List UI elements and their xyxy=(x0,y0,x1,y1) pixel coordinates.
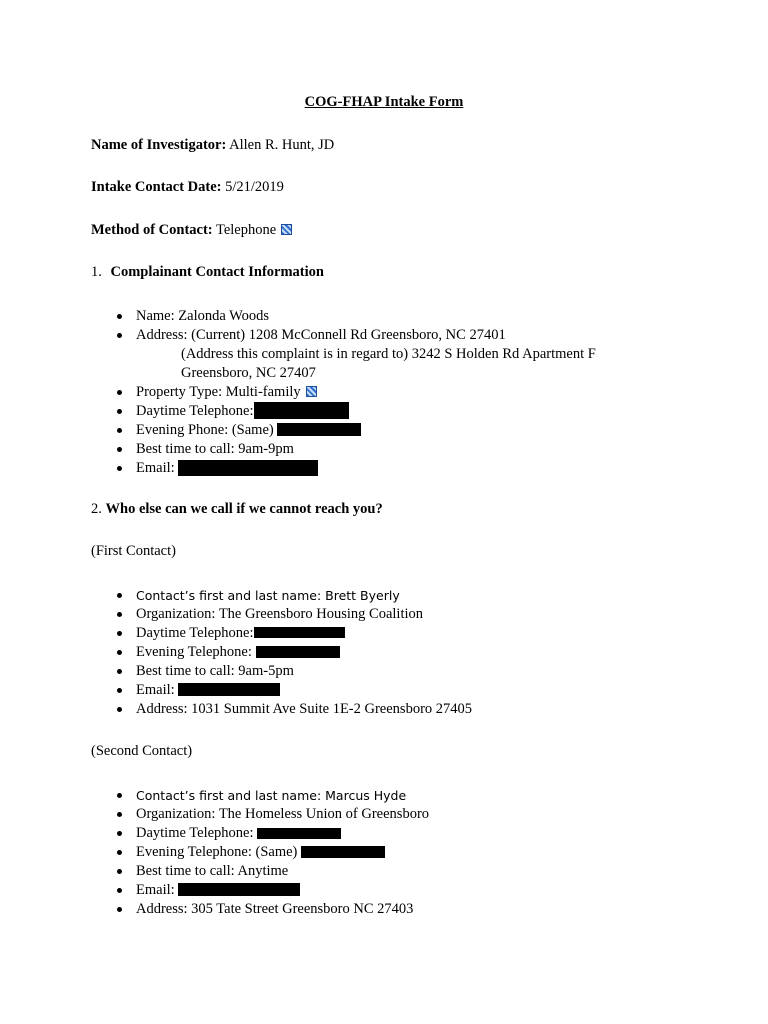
redaction-bar xyxy=(257,828,341,839)
method-value: Telephone xyxy=(216,222,277,238)
list-item-continuation: (Address this complaint is in regard to) 3242 S Holden Rd Apartment F xyxy=(181,346,596,362)
list-item: Name: Zalonda Woods xyxy=(115,307,596,326)
list-item xyxy=(115,824,429,843)
list-item xyxy=(115,586,472,605)
list-item: Best time to call: Anytime xyxy=(115,862,429,881)
intake-date-value: 5/21/2019 xyxy=(225,179,284,195)
redaction-bar xyxy=(256,646,340,658)
list-item: Organization: The Homeless Union of Greensboro xyxy=(115,805,429,824)
investigator-value: Allen R. Hunt, JD xyxy=(229,137,335,153)
daytime-phone-label: Daytime Telephone: xyxy=(136,403,254,419)
list-item xyxy=(115,402,596,421)
evening-phone-label: Evening Telephone: xyxy=(136,644,252,660)
daytime-phone-label: Daytime Telephone: xyxy=(136,825,254,841)
section2-title: Who else can we call if we cannot reach you? xyxy=(105,501,383,517)
list-item xyxy=(115,681,472,700)
list-item xyxy=(115,421,596,440)
daytime-phone-label: Daytime Telephone: xyxy=(136,625,254,641)
list-item xyxy=(115,881,429,900)
list-item-continuation: Greensboro, NC 27407 xyxy=(181,365,316,381)
second-contact-list xyxy=(115,786,429,919)
first-contact-label: (First Contact) xyxy=(91,543,176,559)
contact-name: Contact’s first and last name: Brett Byerly xyxy=(136,588,400,603)
section1-number: 1. xyxy=(91,264,102,280)
redaction-bar xyxy=(178,883,300,896)
contact-name: Contact’s first and last name: Marcus Hyde xyxy=(136,788,407,803)
complainant-list xyxy=(115,307,596,478)
redaction-bar xyxy=(178,461,318,474)
checked-box-icon xyxy=(306,386,317,397)
intake-date-line xyxy=(91,178,284,197)
email-label: Email: xyxy=(136,460,175,476)
list-item xyxy=(115,643,472,662)
redaction-bar xyxy=(301,846,385,858)
list-item xyxy=(115,786,429,805)
section2-number: 2. xyxy=(91,501,102,517)
investigator-label: Name of Investigator: xyxy=(91,137,227,153)
second-contact-label: (Second Contact) xyxy=(91,743,193,759)
method-label: Method of Contact: xyxy=(91,222,213,238)
investigator-line xyxy=(91,136,334,155)
checked-box-icon xyxy=(281,224,292,235)
email-label: Email: xyxy=(136,682,175,698)
list-item: Address: 1031 Summit Ave Suite 1E-2 Greensboro 27405 xyxy=(115,700,472,719)
list-item xyxy=(115,624,472,643)
section1-title: Complainant Contact Information xyxy=(110,264,324,280)
list-item: Best time to call: 9am-9pm xyxy=(115,440,596,459)
method-line xyxy=(91,221,292,240)
redaction-bar xyxy=(277,423,361,436)
section1-heading xyxy=(91,263,324,282)
list-item xyxy=(115,383,596,402)
list-item: Address: (Current) 1208 McConnell Rd Greensboro, NC 27401 xyxy=(115,326,596,345)
list-item xyxy=(115,843,429,862)
first-contact-list xyxy=(115,586,472,719)
redaction-bar xyxy=(254,627,345,638)
page-title: COG-FHAP Intake Form xyxy=(304,94,464,110)
evening-phone-label: Evening Phone: (Same) xyxy=(136,422,274,438)
list-item xyxy=(115,459,596,478)
list-item: Organization: The Greensboro Housing Coalition xyxy=(115,605,472,624)
redaction-bar xyxy=(254,402,349,419)
redaction-bar xyxy=(178,683,280,696)
evening-phone-label: Evening Telephone: (Same) xyxy=(136,844,298,860)
section2-heading xyxy=(91,500,383,519)
intake-date-label: Intake Contact Date: xyxy=(91,179,222,195)
list-item: Address: 305 Tate Street Greensboro NC 27403 xyxy=(115,900,429,919)
email-label: Email: xyxy=(136,882,175,898)
list-item: Best time to call: 9am-5pm xyxy=(115,662,472,681)
property-type-text: Property Type: Multi-family xyxy=(136,384,301,400)
